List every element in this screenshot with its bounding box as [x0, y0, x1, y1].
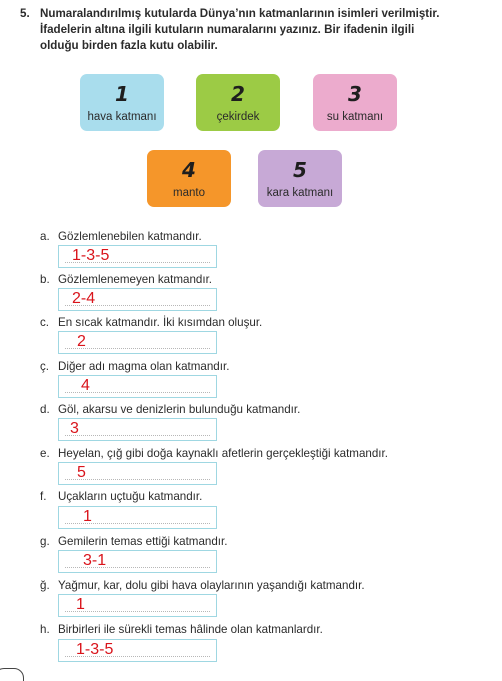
layer-box-number: 1 — [115, 82, 129, 106]
handwritten-answer: 2 — [77, 333, 86, 350]
layer-box-label: hava katmanı — [87, 111, 157, 123]
item-text: Gözlemlenemeyen katmandır. — [58, 273, 213, 286]
layer-box-number: 2 — [231, 82, 245, 106]
answer-box-g[interactable] — [58, 550, 217, 573]
item-text: Gözlemlenebilen katmandır. — [58, 230, 202, 243]
item-g-breve — [40, 579, 365, 592]
answer-box-d[interactable] — [58, 418, 217, 441]
answer-box-a[interactable] — [58, 245, 217, 268]
layer-box-number: 5 — [293, 158, 307, 182]
page-corner-decoration — [0, 668, 24, 681]
handwritten-answer: 1 — [76, 596, 85, 613]
handwritten-answer: 1-3-5 — [76, 641, 114, 658]
question-line-2: İfadelerin altına ilgili kutuların numaralarını yazınız. Bir ifadenin ilgili — [40, 23, 415, 36]
answer-box-c[interactable] — [58, 331, 217, 354]
layer-box-label: su katmanı — [326, 111, 384, 123]
handwritten-answer: 2-4 — [72, 290, 96, 307]
item-c-cedilla — [40, 360, 229, 373]
layer-box-1 — [80, 74, 164, 131]
dotted-line — [65, 611, 210, 612]
layer-box-5 — [258, 150, 342, 207]
item-f — [40, 490, 202, 503]
layer-box-3 — [313, 74, 397, 131]
layer-box-number: 3 — [348, 82, 362, 106]
answer-box-e[interactable] — [58, 462, 217, 485]
question-line-1: Numaralandırılmış kutularda Dünya’nın katmanlarının isimleri verilmiştir. — [40, 7, 440, 20]
layer-box-label: manto — [173, 187, 205, 199]
item-c — [40, 316, 262, 329]
item-text: Diğer adı magma olan katmandır. — [58, 360, 230, 373]
item-text: Heyelan, çığ gibi doğa kaynaklı afetlerin gerçekleştiği katmandır. — [58, 447, 388, 460]
item-text: Birbirleri ile sürekli temas hâlinde olan katmanlardır. — [58, 623, 323, 636]
item-d — [40, 403, 300, 416]
item-letter: c. — [40, 316, 50, 329]
item-text: Göl, akarsu ve denizlerin bulunduğu katmandır. — [58, 403, 301, 416]
layer-box-label: kara katmanı — [266, 187, 334, 199]
item-letter: b. — [40, 273, 50, 286]
item-g — [40, 535, 227, 548]
dotted-line — [65, 479, 210, 480]
item-letter: ğ. — [40, 579, 50, 592]
item-text: Gemilerin temas ettiği katmandır. — [58, 535, 228, 548]
item-h — [40, 623, 323, 636]
dotted-line — [65, 348, 210, 349]
handwritten-answer: 1 — [83, 508, 92, 525]
layer-box-4 — [147, 150, 231, 207]
layer-box-2 — [196, 74, 280, 131]
question-line-3: olduğu birden fazla kutu olabilir. — [40, 39, 218, 52]
handwritten-answer: 5 — [77, 464, 86, 481]
answer-box-c-cedilla[interactable] — [58, 375, 217, 398]
item-text: En sıcak katmandır. İki kısımdan oluşur. — [58, 316, 263, 329]
handwritten-answer: 4 — [81, 377, 90, 394]
question-number: 5. — [20, 7, 30, 20]
answer-box-f[interactable] — [58, 506, 217, 529]
answer-box-g-breve[interactable] — [58, 594, 217, 617]
item-letter: f. — [40, 490, 47, 503]
item-b — [40, 273, 212, 286]
layer-box-number: 4 — [182, 158, 196, 182]
item-a — [40, 230, 202, 243]
answer-box-b[interactable] — [58, 288, 217, 311]
handwritten-answer: 3 — [70, 420, 79, 437]
item-letter: e. — [40, 447, 50, 460]
item-letter: ç. — [40, 360, 50, 373]
layer-box-label: çekirdek — [216, 111, 260, 123]
item-letter: d. — [40, 403, 50, 416]
handwritten-answer: 1-3-5 — [72, 247, 110, 264]
dotted-line — [65, 435, 210, 436]
handwritten-answer: 3-1 — [83, 552, 107, 569]
item-letter: a. — [40, 230, 50, 243]
item-text: Uçakların uçtuğu katmandır. — [58, 490, 203, 503]
answer-box-h[interactable] — [58, 639, 217, 662]
item-e — [40, 447, 388, 460]
item-letter: h. — [40, 623, 50, 636]
item-text: Yağmur, kar, dolu gibi hava olaylarının yaşandığı katmandır. — [58, 579, 365, 592]
item-letter: g. — [40, 535, 50, 548]
